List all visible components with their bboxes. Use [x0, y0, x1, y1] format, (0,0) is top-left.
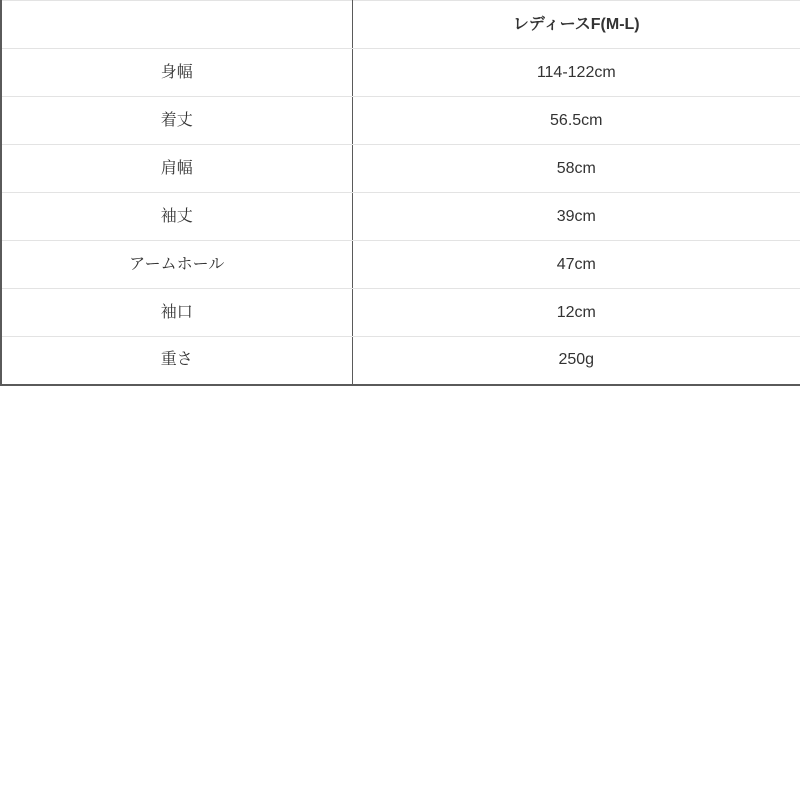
measurement-value-cell: 12cm [352, 289, 800, 337]
table-row [1, 289, 800, 337]
size-spec-table [0, 0, 800, 386]
measurement-value-cell: 114-122cm [352, 49, 800, 97]
measurement-value-cell: 58cm [352, 145, 800, 193]
header-size-cell: レディースF(M-L) [352, 1, 800, 49]
table-row [1, 97, 800, 145]
measurement-label-cell: 重さ [1, 337, 352, 385]
measurement-value-cell: 56.5cm [352, 97, 800, 145]
table-row [1, 49, 800, 97]
measurement-label-cell: 袖口 [1, 289, 352, 337]
table-row [1, 241, 800, 289]
measurement-value-cell: 39cm [352, 193, 800, 241]
measurement-label-cell: 着丈 [1, 97, 352, 145]
measurement-label-cell: 身幅 [1, 49, 352, 97]
table-row [1, 145, 800, 193]
table-row [1, 337, 800, 385]
measurement-value-cell: 250g [352, 337, 800, 385]
measurement-label-cell: アームホール [1, 241, 352, 289]
measurement-label-cell: 肩幅 [1, 145, 352, 193]
measurement-value-cell: 47cm [352, 241, 800, 289]
measurement-label-cell: 袖丈 [1, 193, 352, 241]
header-empty-cell [1, 1, 352, 49]
size-table-body [1, 49, 800, 385]
header-row [1, 1, 800, 49]
table-row [1, 193, 800, 241]
